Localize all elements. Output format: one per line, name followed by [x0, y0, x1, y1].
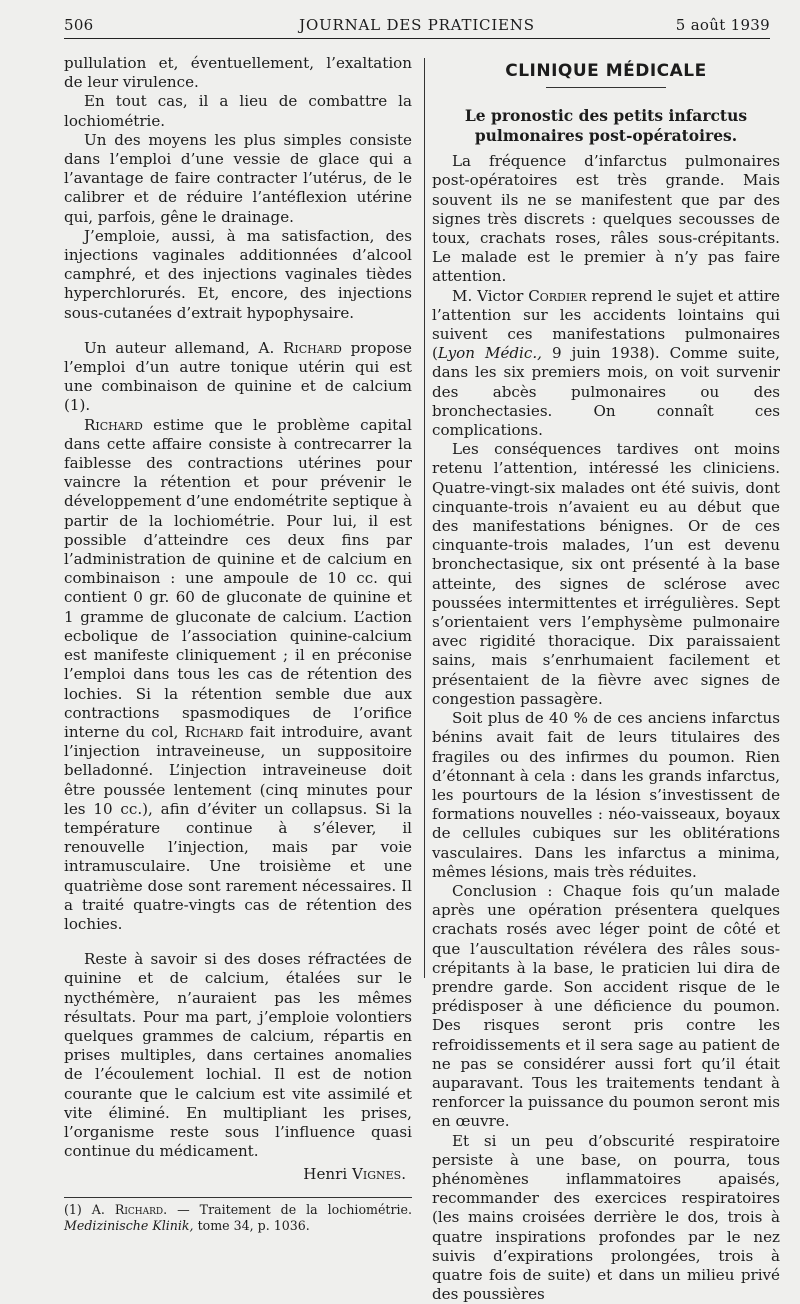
paragraph: [64, 416, 412, 934]
issue-date: 5 août 1939: [675, 16, 770, 34]
signature-first: Henri: [303, 1165, 352, 1184]
column-divider: [424, 58, 425, 978]
author-name: Richard: [184, 722, 244, 741]
footnote: [64, 1202, 412, 1234]
paragraph: Les conséquences tardives ont moins retenu l’attention, intéressé les cliniciens. Quatre-vingt-six malades ont été suivis, dont cinquante-trois n’avaient eu au début que des manifestations bénignes. Or de ces cinquante-trois malades, l’un est devenu bronchectasique, six ont présenté à la base atteinte, des signes de sclérose avec poussées intermittentes et irrégulières. Sept s’orientaient vers l’emphysème pulmonaire avec rigidité thoracique. Dix paraissaient sains, mais s’enrhumaient facilement et présentaient de la fièvre avec signes de congestion passagère.: [432, 440, 780, 708]
section-title: CLINIQUE MÉDICALE: [505, 61, 707, 81]
footnote-text: — Traitement de la lochiométrie.: [167, 1201, 412, 1217]
text-run: Un auteur allemand, A.: [84, 338, 284, 357]
footnote-number: (1) A.: [64, 1201, 115, 1217]
article-title: Le pronostic des petits infarctus pulmonaires post-opératoires.: [464, 106, 748, 146]
text-run: 9 juin 1938). Comme suite, dans les six premiers mois, on voit survenir des abcès pulmonaires ou des bronchectasies. On connaît ces complications.: [432, 344, 780, 440]
paragraph: En tout cas, il a lieu de combattre la lochiométrie.: [64, 92, 412, 130]
paragraph: [432, 287, 780, 441]
footnote-ref: tome 34, p. 1036.: [193, 1217, 310, 1233]
left-column: [64, 54, 412, 1234]
signature: [64, 1165, 412, 1184]
text-run: propose l’emploi d’un autre tonique utérin qui est une combinaison de quinine et de calcium (1).: [64, 338, 412, 415]
author-name: Richard: [283, 338, 342, 357]
signature-last: Vignes.: [351, 1165, 406, 1184]
footnote-journal: Medizinische Klinik,: [64, 1217, 194, 1233]
text-run: M. Victor: [452, 286, 529, 305]
author-name: Cordier: [528, 286, 587, 305]
footnote-rule: [64, 1197, 412, 1198]
paragraph: J’emploie, aussi, à ma satisfaction, des injections vaginales additionnées d’alcool camphré, et des injections vaginales tièdes hyperchlorurés. Et, encore, des injections sous-cutanées d’extrait hypophysaire.: [64, 226, 412, 322]
journal-name: Lyon Médic.,: [437, 344, 542, 363]
paragraph: Conclusion : Chaque fois qu’un malade après une opération présentera quelques crachats rosés avec léger point de côté et que l’auscultation révélera des râles sous-crépitants à la base, le praticien lui dira de prendre garde. Son accident risque de le prédisposer à une déficience du poumon. Des risques seront pris contre les refroidissements et il sera sage au patient de ne pas se considérer aussi fort qu’il était auparavant. Tous les traitements tendant à renforcer la puissance du poumon seront mis en œuvre.: [432, 881, 780, 1131]
paragraph: La fréquence d’infarctus pulmonaires post-opératoires est très grande. Mais souvent ils ne se manifestent que par des signes très discrets : quelques secousses de toux, crachats roses, râles sous-crépitants. Le malade est le premier à n’y pas faire attention.: [432, 152, 780, 286]
title-rule: [546, 87, 666, 88]
page-number: 506: [64, 16, 94, 34]
paragraph: Un des moyens les plus simples consiste dans l’emploi d’une vessie de glace qui a l’avantage de faire contracter l’utérus, de le calibrer et de réduire l’antéflexion utérine qui, parfois, gêne le drainage.: [64, 130, 412, 226]
footnote-author: Richard.: [114, 1201, 168, 1217]
text-run: estime que le problème capital dans cette affaire consiste à contrecarrer la faiblesse des contractions utérines pour vaincre la rétention et pour prévenir le développement d’une endométrite septique à partir de la lochiométrie. Pour lui, il est possible d’atteindre ces deux fins par l’administration de quinine et de calcium en combinaison : une ampoule de 10 cc. qui contient 0 gr. 60 de gluconate de quinine et 1 gramme de gluconate de calcium. L’action ecbolique de l’association quinine-calcium est manifeste cliniquement ; il en préconise l’emploi dans tous les cas de rétention des lochies. Si la rétention semble due aux contractions spasmodiques de l’orifice interne du col,: [64, 415, 412, 741]
paragraph: pullulation et, éventuellement, l’exaltation de leur virulence.: [64, 54, 412, 92]
journal-title: JOURNAL DES PRATICIENS: [299, 16, 535, 34]
paragraph: Et si un peu d’obscurité respiratoire persiste à une base, on pourra, tous phénomènes inflammatoires apaisés, recommander des exercices respiratoires (les mains croisées derrière le dos, trois à quatre inspirations profondes par le nez suivis d’expirations prolongées, trois à quatre fois de suite) et dans un milieu privé des poussières: [432, 1131, 780, 1304]
right-column: [432, 58, 780, 1304]
page-header: [64, 14, 770, 39]
paragraph: [64, 339, 412, 416]
paragraph: Reste à savoir si des doses réfractées de quinine et de calcium, étalées sur le nycthémère, n’auraient pas les mêmes résultats. Pour ma part, j’emploie volontiers quelques grammes de calcium, répartis en prises multiples, dans certaines anomalies de l’écoulement lochial. Il est de notion courante que le calcium est vite assimilé et vite éliminé. En multipliant les prises, l’organisme reste sous l’influence quasi continue du médicament.: [64, 950, 412, 1161]
text-run: fait introduire, avant l’injection intraveineuse, un suppositoire belladonné. L’injection intraveineuse doit être poussée lentement (cinq minutes pour les 10 cc.), afin d’éviter un collapsus. Si la température continue à s’élever, il renouvelle l’injection, mais par voie intramusculaire. Une troisième et une quatrième dose sont rarement nécessaires. Il a traité quatre-vingts cas de rétention des lochies.: [64, 722, 412, 933]
paragraph: Soit plus de 40 % de ces anciens infarctus bénins avait fait de leurs titulaires des fragiles ou des infirmes du poumon. Rien d’étonnant à cela : dans les grands infarctus, les pourtours de la lésion s’investissent de formations nouvelles : néo-vaisseaux, boyaux de cellules cubiques sur les oblitérations vasculaires. Dans les infarctus a minima, mêmes lésions, mais très réduites.: [432, 709, 780, 881]
author-name: Richard: [84, 415, 143, 434]
text-run: reprend le sujet et attire l’attention sur les accidents lointains qui suivent ces manifestations pulmonaires (: [432, 286, 780, 363]
